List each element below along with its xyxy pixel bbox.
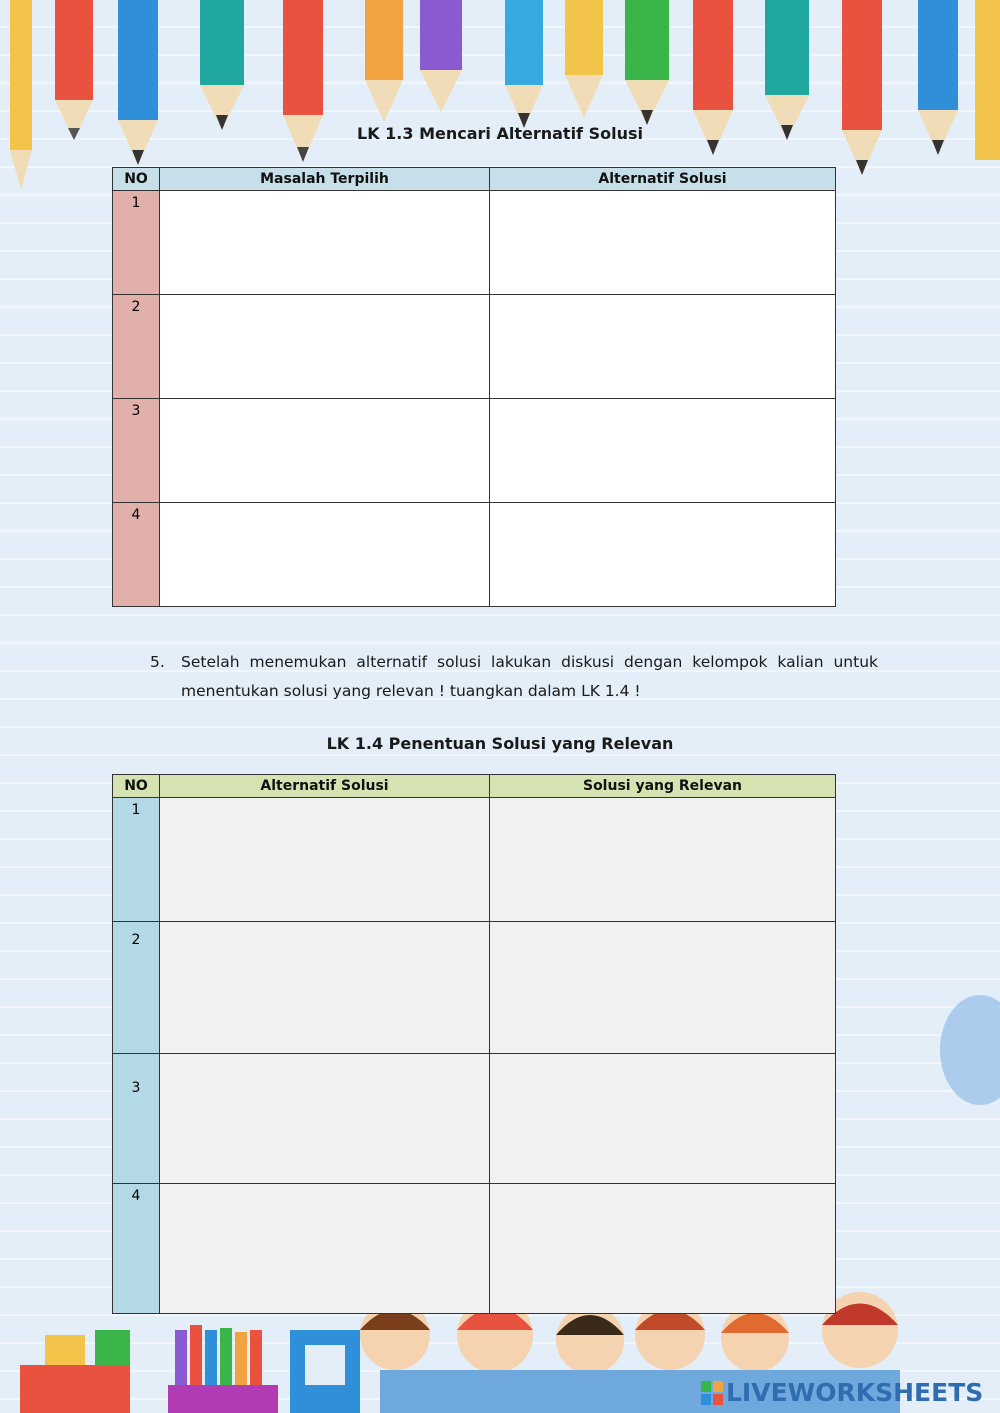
decorative-bubble xyxy=(940,995,1000,1105)
table-header-row xyxy=(113,168,836,191)
row-number: 3 xyxy=(113,1054,160,1184)
lk14-title: LK 1.4 Penentuan Solusi yang Relevan xyxy=(326,734,674,753)
header-no: NO xyxy=(113,168,160,191)
watermark-text: LIVEWORKSHEETS xyxy=(726,1378,984,1407)
solusi-relevan-field[interactable] xyxy=(490,922,836,1054)
alternatif-solusi-field[interactable] xyxy=(490,295,836,399)
alternatif-solusi-field[interactable] xyxy=(160,798,490,922)
header-alternatif-solusi: Alternatif Solusi xyxy=(490,168,836,191)
alternatif-solusi-field[interactable] xyxy=(490,191,836,295)
solusi-relevan-field[interactable] xyxy=(490,798,836,922)
instruction-paragraph xyxy=(150,648,878,706)
header-alternatif-solusi: Alternatif Solusi xyxy=(160,775,490,798)
instruction-text: Setelah menemukan alternatif solusi lakukan diskusi dengan kelompok kalian untuk menentukan solusi yang relevan ! tuangkan dalam LK 1.4 ! xyxy=(181,653,878,700)
table-row xyxy=(113,1054,836,1184)
table-row xyxy=(113,922,836,1054)
table-row xyxy=(113,399,836,503)
solusi-relevan-field[interactable] xyxy=(490,1054,836,1184)
alternatif-solusi-field[interactable] xyxy=(490,399,836,503)
row-number: 2 xyxy=(113,295,160,399)
alternatif-solusi-field[interactable] xyxy=(160,1054,490,1184)
liveworksheets-logo-icon xyxy=(700,1379,724,1407)
header-masalah-terpilih: Masalah Terpilih xyxy=(160,168,490,191)
masalah-terpilih-field[interactable] xyxy=(160,399,490,503)
lk13-title: LK 1.3 Mencari Alternatif Solusi xyxy=(357,124,643,143)
header-solusi-relevan: Solusi yang Relevan xyxy=(490,775,836,798)
table-row xyxy=(113,1184,836,1314)
row-number: 4 xyxy=(113,1184,160,1314)
table-row xyxy=(113,191,836,295)
row-number: 4 xyxy=(113,503,160,607)
alternatif-solusi-field[interactable] xyxy=(160,922,490,1054)
liveworksheets-watermark xyxy=(700,1378,983,1407)
table-row xyxy=(113,798,836,922)
table-row xyxy=(113,503,836,607)
masalah-terpilih-field[interactable] xyxy=(160,191,490,295)
lk13-table xyxy=(112,167,836,607)
alternatif-solusi-field[interactable] xyxy=(160,1184,490,1314)
masalah-terpilih-field[interactable] xyxy=(160,503,490,607)
header-no: NO xyxy=(113,775,160,798)
masalah-terpilih-field[interactable] xyxy=(160,295,490,399)
lk14-table xyxy=(112,774,836,1314)
table-row xyxy=(113,295,836,399)
row-number: 1 xyxy=(113,798,160,922)
row-number: 3 xyxy=(113,399,160,503)
solusi-relevan-field[interactable] xyxy=(490,1184,836,1314)
alternatif-solusi-field[interactable] xyxy=(490,503,836,607)
row-number: 2 xyxy=(113,922,160,1054)
table-header-row xyxy=(113,775,836,798)
instruction-number: 5. xyxy=(150,653,165,671)
row-number: 1 xyxy=(113,191,160,295)
